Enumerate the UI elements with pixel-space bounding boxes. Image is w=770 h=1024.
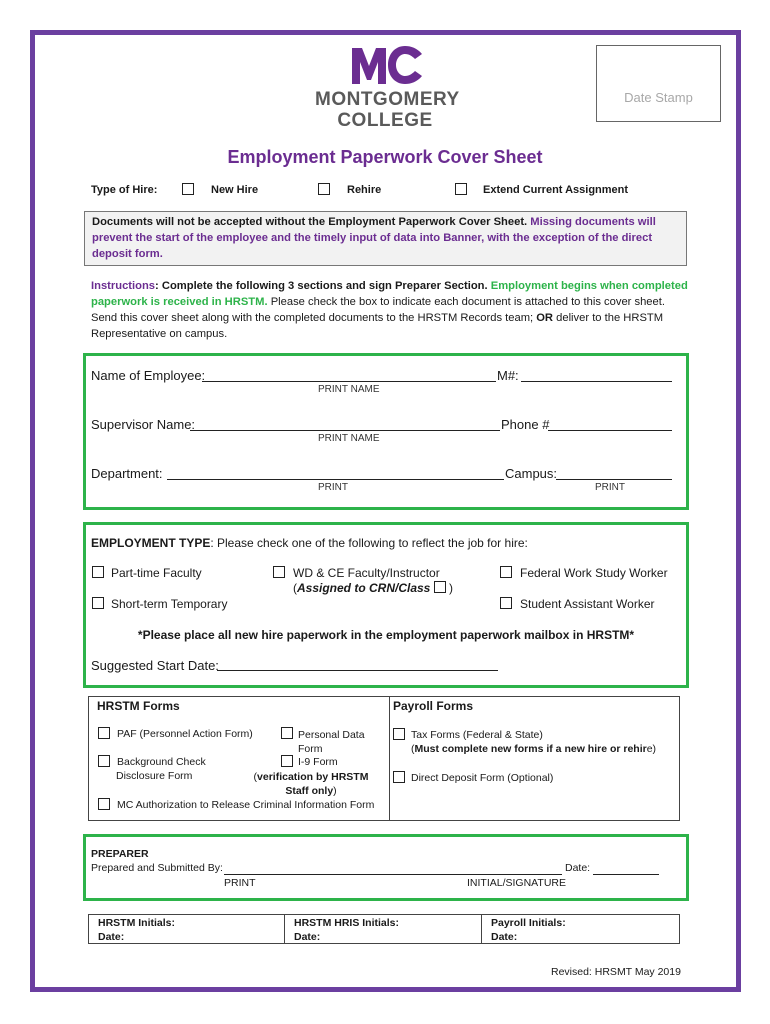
department-label: Department: — [91, 466, 163, 481]
verification-text: verification by HRSTM Staff only — [257, 771, 369, 797]
instructions-label: Instructions — [91, 280, 156, 292]
employee-name-label: Name of Employee: — [91, 368, 206, 383]
notice-warning: Missing documents will prevent the start of the employee and the timely input of data into Banner, with the exception of the direct deposit form. — [92, 216, 656, 260]
phone-field[interactable] — [548, 430, 672, 431]
mc-logo-icon — [350, 44, 424, 86]
preparer-print-caption: PRINT — [224, 877, 256, 889]
preparer-signature-caption: INITIAL/SIGNATURE — [467, 877, 566, 889]
instructions: Instructions: Complete the following 3 sections and sign Preparer Section. Employment begins when completed paperwork is received in HRSTM. Please check the box to indicate each document is attached to this cover sheet. Send this cover sheet along with the completed documents to the HRSTM Records team; OR deliver to the HRSTM Representative on campus. — [91, 280, 688, 340]
payroll-forms-heading: Payroll Forms — [393, 699, 474, 713]
part-time-faculty-label: Part-time Faculty — [111, 566, 202, 580]
instructions-bold: Complete the following 3 sections and sign Preparer Section. — [161, 280, 488, 292]
instructions-or: OR — [536, 312, 554, 324]
i9-label: I-9 Form — [298, 756, 338, 768]
preparer-date-field[interactable] — [593, 874, 659, 875]
personal-data-checkbox[interactable] — [281, 727, 293, 739]
employment-type-instruction: : Please check one of the following to reflect the job for hire: — [210, 536, 528, 550]
logo-text-college: COLLEGE — [337, 110, 433, 131]
prepared-by-field[interactable] — [224, 874, 562, 875]
m-number-field[interactable] — [521, 381, 672, 382]
short-term-temporary-label: Short-term Temporary — [111, 597, 228, 611]
initials-table — [88, 914, 680, 944]
tax-forms-label: Tax Forms (Federal & State) — [411, 729, 543, 741]
student-assistant-label: Student Assistant Worker — [520, 597, 655, 611]
rehire-checkbox[interactable] — [318, 183, 330, 195]
i9-checkbox[interactable] — [281, 755, 293, 767]
preparer-date-label: Date: — [565, 862, 591, 874]
hris-date-label: Date: — [294, 931, 321, 943]
campus-field[interactable] — [556, 479, 672, 480]
start-date-label: Suggested Start Date: — [91, 658, 219, 673]
direct-deposit-label: Direct Deposit Form (Optional) — [411, 772, 554, 784]
instructions-green: Employment begins when completed paperwork is received in HRSTM. — [91, 280, 688, 308]
campus-label: Campus: — [505, 466, 558, 481]
instructions-text1: Please check the box to indicate each document is attached to this cover sheet. Send this cover sheet along with the completed documents to the HRSTM Records team; — [91, 296, 665, 324]
short-term-temporary-checkbox[interactable] — [92, 597, 104, 609]
assigned-crn-row: (Assigned to CRN/Class ) — [293, 581, 454, 595]
payroll-initials-cell[interactable] — [482, 915, 679, 943]
supervisor-field[interactable] — [190, 430, 500, 431]
hris-initials-label: HRSTM HRIS Initials: — [294, 917, 400, 929]
federal-work-study-checkbox[interactable] — [500, 566, 512, 578]
mc-authorization-label: MC Authorization to Release Criminal Information Form — [117, 799, 375, 811]
m-number-label: M#: — [497, 368, 519, 383]
employment-type-heading-row — [91, 536, 528, 550]
extend-assignment-label: Extend Current Assignment — [483, 184, 629, 196]
new-hire-checkbox[interactable] — [182, 183, 194, 195]
personal-data-label: Personal Data Form — [298, 729, 365, 755]
employee-name-field[interactable] — [202, 381, 496, 382]
logo-text-montgomery: MONTGOMERY — [315, 89, 460, 110]
employment-type-heading: EMPLOYMENT TYPE — [91, 536, 211, 550]
print-caption-department: PRINT — [318, 482, 348, 493]
prepared-by-label: Prepared and Submitted By: — [91, 862, 223, 874]
paf-checkbox[interactable] — [98, 727, 110, 739]
student-assistant-checkbox[interactable] — [500, 597, 512, 609]
print-name-caption-2: PRINT NAME — [318, 433, 380, 444]
preparer-heading: PREPARER — [91, 848, 149, 860]
assigned-crn-label: Assigned to CRN/Class — [297, 581, 431, 595]
page-title: Employment Paperwork Cover Sheet — [227, 147, 543, 167]
federal-work-study-label: Federal Work Study Worker — [520, 566, 668, 580]
payroll-initials-label: Payroll Initials: — [491, 917, 566, 929]
hrstm-forms-heading: HRSTM Forms — [97, 699, 180, 713]
assigned-crn-checkbox[interactable] — [434, 581, 446, 593]
direct-deposit-checkbox[interactable] — [393, 771, 405, 783]
mc-authorization-checkbox[interactable] — [98, 798, 110, 810]
phone-label: Phone # — [501, 417, 550, 432]
paf-label: PAF (Personnel Action Form) — [117, 728, 253, 740]
wd-ce-faculty-checkbox[interactable] — [273, 566, 285, 578]
notice-text: Documents will not be accepted without the Employment Paperwork Cover Sheet. — [92, 216, 528, 228]
extend-assignment-checkbox[interactable] — [455, 183, 467, 195]
notice-box — [84, 211, 687, 266]
disclosure-form-label: Disclosure Form — [116, 770, 193, 782]
revised-date: Revised: HRSMT May 2019 — [551, 966, 681, 978]
tax-forms-checkbox[interactable] — [393, 728, 405, 740]
supervisor-label: Supervisor Name: — [91, 417, 196, 432]
tax-forms-note: (Must complete new forms if a new hire or rehire) — [411, 743, 657, 755]
mailbox-note: *Please place all new hire paperwork in the employment paperwork mailbox in HRSTM* — [137, 628, 635, 642]
hrstm-initials-label: HRSTM Initials: — [98, 917, 176, 929]
type-of-hire-label: Type of Hire: — [91, 184, 158, 196]
hrstm-date-label: Date: — [98, 931, 125, 943]
print-name-caption: PRINT NAME — [318, 384, 380, 395]
hris-initials-cell[interactable] — [285, 915, 482, 943]
background-check-checkbox[interactable] — [98, 755, 110, 767]
department-field[interactable] — [167, 479, 504, 480]
start-date-field[interactable] — [217, 670, 498, 671]
rehire-label: Rehire — [347, 184, 382, 196]
tax-forms-note-bold: Must complete new forms if a new hire or rehir — [414, 743, 647, 755]
wd-ce-faculty-label: WD & CE Faculty/Instructor — [293, 566, 440, 580]
verification-note: (verification by HRSTM Staff only) — [253, 771, 369, 797]
background-check-label: Background Check — [117, 756, 206, 768]
instructions-text2: deliver to the HRSTM Representative on campus. — [91, 312, 664, 340]
hrstm-initials-cell[interactable] — [89, 915, 285, 943]
print-caption-campus: PRINT — [595, 482, 625, 493]
new-hire-label: New Hire — [211, 184, 259, 196]
part-time-faculty-checkbox[interactable] — [92, 566, 104, 578]
date-stamp-box[interactable]: Date Stamp — [596, 45, 721, 122]
payroll-date-label: Date: — [491, 931, 518, 943]
